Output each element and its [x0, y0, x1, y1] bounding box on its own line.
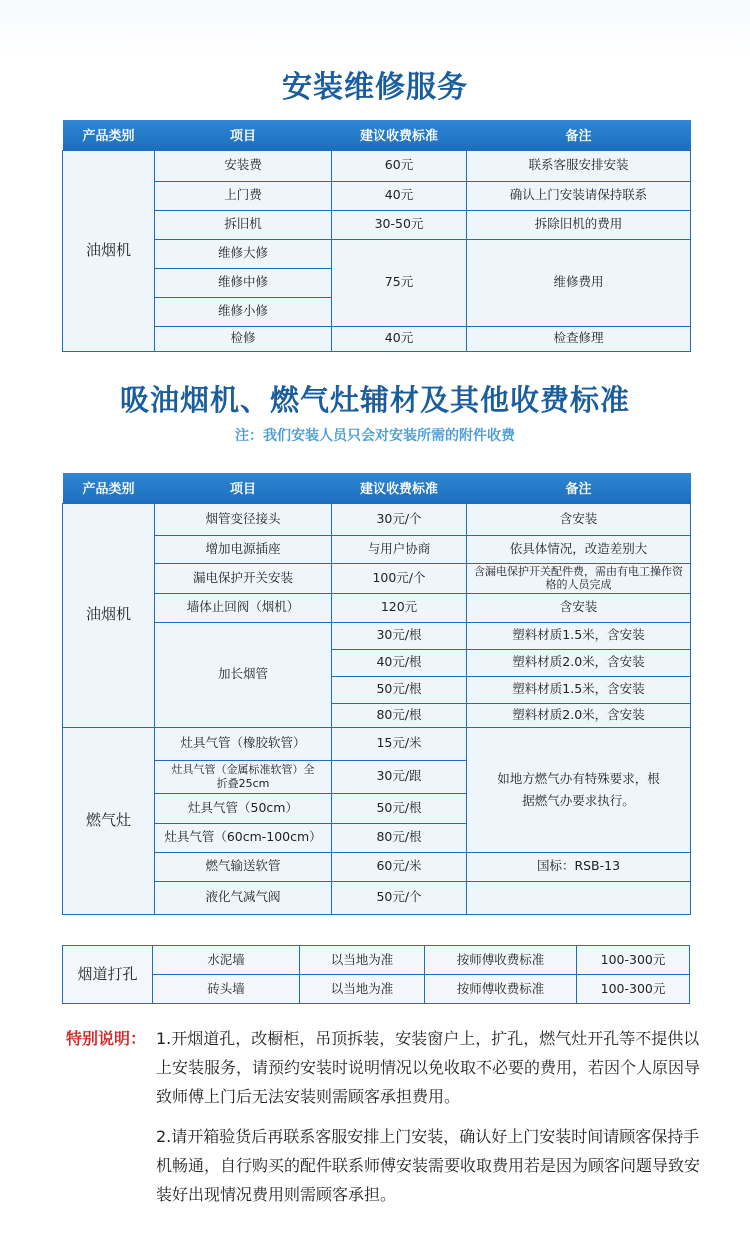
category-cell: 油烟机 — [63, 150, 155, 351]
item-cell: 上门费 — [155, 181, 332, 210]
item-cell: 烟管变径接头 — [155, 503, 332, 535]
special-note-2: 2.请开箱验货后再联系客服安排上门安装，确认好上门安装时间请顾客保持手机畅通，自行购买的配件联系师傅安装需要收取费用若是因为顾客问题导致安装好出现情况费用则需顾客承担。 — [156, 1127, 701, 1204]
price-cell: 40元/根 — [332, 649, 467, 676]
item-cell: 维修小修 — [155, 297, 332, 326]
note-cell: 联系客服安排安装 — [467, 150, 691, 181]
item-cell: 检修 — [155, 326, 332, 351]
note-cell: 塑料材质2.0米，含安装 — [467, 649, 691, 676]
special-note-label: 特别说明： — [66, 1029, 147, 1048]
header-note: 备注 — [467, 473, 691, 503]
note-cell: 塑料材质1.5米，含安装 — [467, 622, 691, 649]
table-row — [63, 150, 691, 181]
table-row — [63, 593, 691, 622]
category-cell: 烟道打孔 — [63, 946, 153, 1004]
item-cell: 安装费 — [155, 150, 332, 181]
section2-note: 注：我们安装人员只会对安装所需的附件收费 — [235, 428, 515, 444]
price-cell: 15元/米 — [332, 727, 467, 760]
header-category: 产品类别 — [63, 473, 155, 503]
table-row — [63, 975, 690, 1004]
price-cell: 100元/个 — [332, 563, 467, 593]
price-cell: 40元 — [332, 181, 467, 210]
note-cell: 塑料材质2.0米，含安装 — [467, 703, 691, 727]
price-cell: 30-50元 — [332, 210, 467, 239]
item-cell: 灶具气管（金属标准软管）全折叠25cm — [155, 760, 332, 793]
item-cell: 灶具气管（橡胶软管） — [155, 727, 332, 760]
basis-cell: 以当地为准 — [300, 946, 425, 975]
note-cell: 检查修理 — [467, 326, 691, 351]
item-cell: 维修大修 — [155, 239, 332, 268]
wall-cell: 水泥墙 — [153, 946, 300, 975]
note-cell: 国标：RSB-13 — [467, 852, 691, 881]
table-row — [63, 946, 690, 975]
item-cell: 墙体止回阀（烟机） — [155, 593, 332, 622]
table-row — [63, 326, 691, 351]
standard-cell: 按师傅收费标准 — [425, 975, 577, 1004]
section1-title: 安装维修服务 — [282, 70, 468, 105]
price-cell: 80元/根 — [332, 703, 467, 727]
wall-cell: 砖头墙 — [153, 975, 300, 1004]
table-row — [63, 503, 691, 535]
price-cell: 100-300元 — [577, 946, 690, 975]
category-cell: 油烟机 — [63, 503, 155, 727]
item-cell: 增加电源插座 — [155, 535, 332, 563]
table-row — [63, 239, 691, 268]
item-cell: 灶具气管（50cm） — [155, 793, 332, 823]
table-row — [63, 852, 691, 881]
price-cell: 与用户协商 — [332, 535, 467, 563]
header-note: 备注 — [467, 120, 691, 150]
price-cell: 60元/米 — [332, 852, 467, 881]
price-cell: 30元/根 — [332, 622, 467, 649]
item-cell: 燃气输送软管 — [155, 852, 332, 881]
table-row — [63, 210, 691, 239]
price-cell: 50元/个 — [332, 881, 467, 914]
price-cell: 60元 — [332, 150, 467, 181]
category-cell: 燃气灶 — [63, 727, 155, 914]
price-cell: 30元/个 — [332, 503, 467, 535]
price-cell: 40元 — [332, 326, 467, 351]
table-row — [63, 181, 691, 210]
header-item: 项目 — [155, 120, 332, 150]
item-cell: 拆旧机 — [155, 210, 332, 239]
note-cell: 含安装 — [467, 503, 691, 535]
note-cell: 拆除旧机的费用 — [467, 210, 691, 239]
note-cell: 维修费用 — [467, 239, 691, 326]
price-cell: 50元/根 — [332, 676, 467, 703]
standard-cell: 按师傅收费标准 — [425, 946, 577, 975]
header-item: 项目 — [155, 473, 332, 503]
table-row — [63, 727, 691, 760]
note-cell: 含安装 — [467, 593, 691, 622]
special-note-1: 1.开烟道孔，改橱柜，吊顶拆装，安装窗户上，扩孔，燃气灶开孔等不提供以上安装服务，请预约安装时说明情况以免收取不必要的费用，若因个人原因导致师傅上门后无法安装则需顾客承担费用。 — [156, 1029, 701, 1106]
price-cell: 120元 — [332, 593, 467, 622]
table-header — [63, 473, 691, 503]
header-category: 产品类别 — [63, 120, 155, 150]
price-cell: 30元/跟 — [332, 760, 467, 793]
header-price: 建议收费标准 — [332, 120, 467, 150]
header-price: 建议收费标准 — [332, 473, 467, 503]
price-cell: 100-300元 — [577, 975, 690, 1004]
note-cell: 如地方燃气办有特殊要求，根据燃气办要求执行。 — [467, 727, 691, 852]
accessories-fee-table — [62, 473, 691, 915]
basis-cell: 以当地为准 — [300, 975, 425, 1004]
section2-title: 吸油烟机、燃气灶辅材及其他收费标准 — [119, 383, 630, 417]
item-cell: 漏电保护开关安装 — [155, 563, 332, 593]
price-cell: 50元/根 — [332, 793, 467, 823]
table-row — [63, 881, 691, 914]
item-cell: 灶具气管（60cm-100cm） — [155, 823, 332, 852]
install-repair-table — [62, 120, 691, 352]
table-row — [63, 563, 691, 593]
note-cell: 含漏电保护开关配件费，需由有电工操作资格的人员完成 — [467, 563, 691, 593]
price-cell: 80元/根 — [332, 823, 467, 852]
price-cell: 75元 — [332, 239, 467, 326]
table-header — [63, 120, 691, 150]
note-cell: 依具体情况，改造差别大 — [467, 535, 691, 563]
note-cell — [467, 881, 691, 914]
note-cell: 塑料材质1.5米，含安装 — [467, 676, 691, 703]
item-cell: 维修中修 — [155, 268, 332, 297]
flue-drilling-table — [62, 945, 690, 1004]
note-cell: 确认上门安装请保持联系 — [467, 181, 691, 210]
item-cell: 加长烟管 — [155, 622, 332, 727]
item-cell: 液化气减气阀 — [155, 881, 332, 914]
table-row — [63, 535, 691, 563]
table-row — [63, 622, 691, 649]
